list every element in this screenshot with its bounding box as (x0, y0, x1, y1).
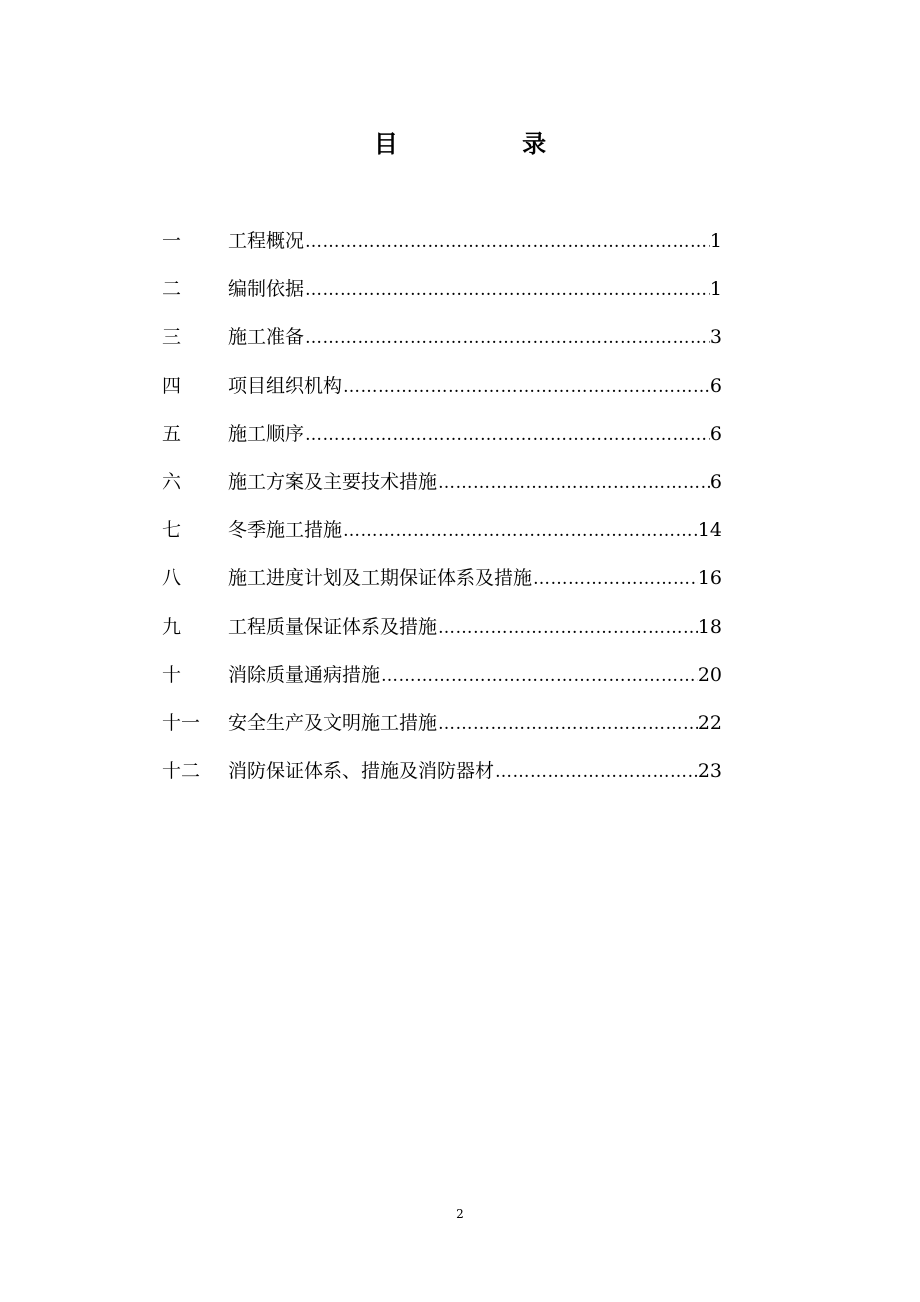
toc-entry-number: 四 (162, 374, 182, 397)
toc-entry-number: 九 (162, 615, 182, 638)
toc-entry[interactable] (162, 272, 722, 320)
toc-leader-dots (304, 273, 710, 307)
toc-entry-number: 八 (162, 567, 182, 590)
toc-entry-title: 工程质量保证体系及措施 (228, 615, 438, 638)
toc-entry[interactable] (162, 610, 722, 658)
toc-entry-number: 十二 (162, 760, 201, 783)
toc-entry-page: 18 (697, 615, 722, 638)
toc-entry-page: 1 (709, 278, 722, 301)
toc-entry-title: 施工方案及主要技术措施 (228, 470, 438, 493)
toc-entry-number: 七 (162, 519, 182, 542)
toc-entry-title: 施工准备 (228, 326, 305, 349)
toc-entry-page: 20 (697, 663, 722, 686)
toc-leader-dots (304, 225, 710, 259)
toc-leader-dots (342, 370, 710, 404)
toc-entry-page: 22 (697, 711, 722, 734)
toc-leader-dots (532, 562, 698, 596)
toc-entry-page: 1 (709, 230, 722, 252)
toc-leader-dots (437, 707, 698, 741)
page-number: 2 (456, 1207, 464, 1221)
toc-entry-page: 3 (709, 326, 722, 349)
toc-entry[interactable] (162, 369, 722, 417)
toc-entry-title: 消除质量通病措施 (228, 663, 381, 686)
toc-entry-number: 一 (162, 230, 182, 252)
toc-entry-page: 6 (709, 374, 722, 397)
toc-entry[interactable] (162, 754, 722, 802)
table-of-contents (162, 224, 722, 802)
toc-entry-title: 消防保证体系、措施及消防器材 (228, 760, 495, 783)
toc-entry-title: 工程概况 (228, 230, 305, 252)
toc-leader-dots (437, 466, 710, 500)
toc-entry-title: 安全生产及文明施工措施 (228, 711, 438, 734)
toc-leader-dots (494, 755, 698, 789)
page-title: 目 录 (373, 129, 605, 158)
toc-entry[interactable] (162, 224, 722, 272)
toc-entry-page: 16 (697, 567, 722, 590)
toc-entry-title: 施工顺序 (228, 422, 305, 445)
toc-entry-page: 23 (697, 760, 722, 783)
toc-leader-dots (437, 611, 698, 645)
toc-entry[interactable] (162, 513, 722, 561)
toc-entry-title: 项目组织机构 (228, 374, 343, 397)
toc-entry[interactable] (162, 417, 722, 465)
toc-entry[interactable] (162, 320, 722, 368)
toc-leader-dots (304, 418, 710, 452)
toc-entry[interactable] (162, 465, 722, 513)
toc-entry-number: 六 (162, 470, 182, 493)
toc-entry-page: 6 (709, 422, 722, 445)
toc-entry-number: 十一 (162, 711, 201, 734)
toc-entry-number: 二 (162, 278, 182, 301)
toc-entry-number: 五 (162, 422, 182, 445)
toc-leader-dots (304, 321, 710, 355)
toc-entry[interactable] (162, 706, 722, 754)
toc-entry-number: 十 (162, 663, 182, 686)
toc-leader-dots (380, 659, 698, 693)
toc-entry-number: 三 (162, 326, 182, 349)
toc-entry[interactable] (162, 561, 722, 609)
toc-entry[interactable] (162, 658, 722, 706)
toc-entry-title: 冬季施工措施 (228, 519, 343, 542)
toc-leader-dots (342, 514, 698, 548)
toc-entry-page: 14 (697, 519, 722, 542)
toc-entry-page: 6 (709, 470, 722, 493)
toc-entry-title: 施工进度计划及工期保证体系及措施 (228, 567, 533, 590)
toc-entry-title: 编制依据 (228, 278, 305, 301)
